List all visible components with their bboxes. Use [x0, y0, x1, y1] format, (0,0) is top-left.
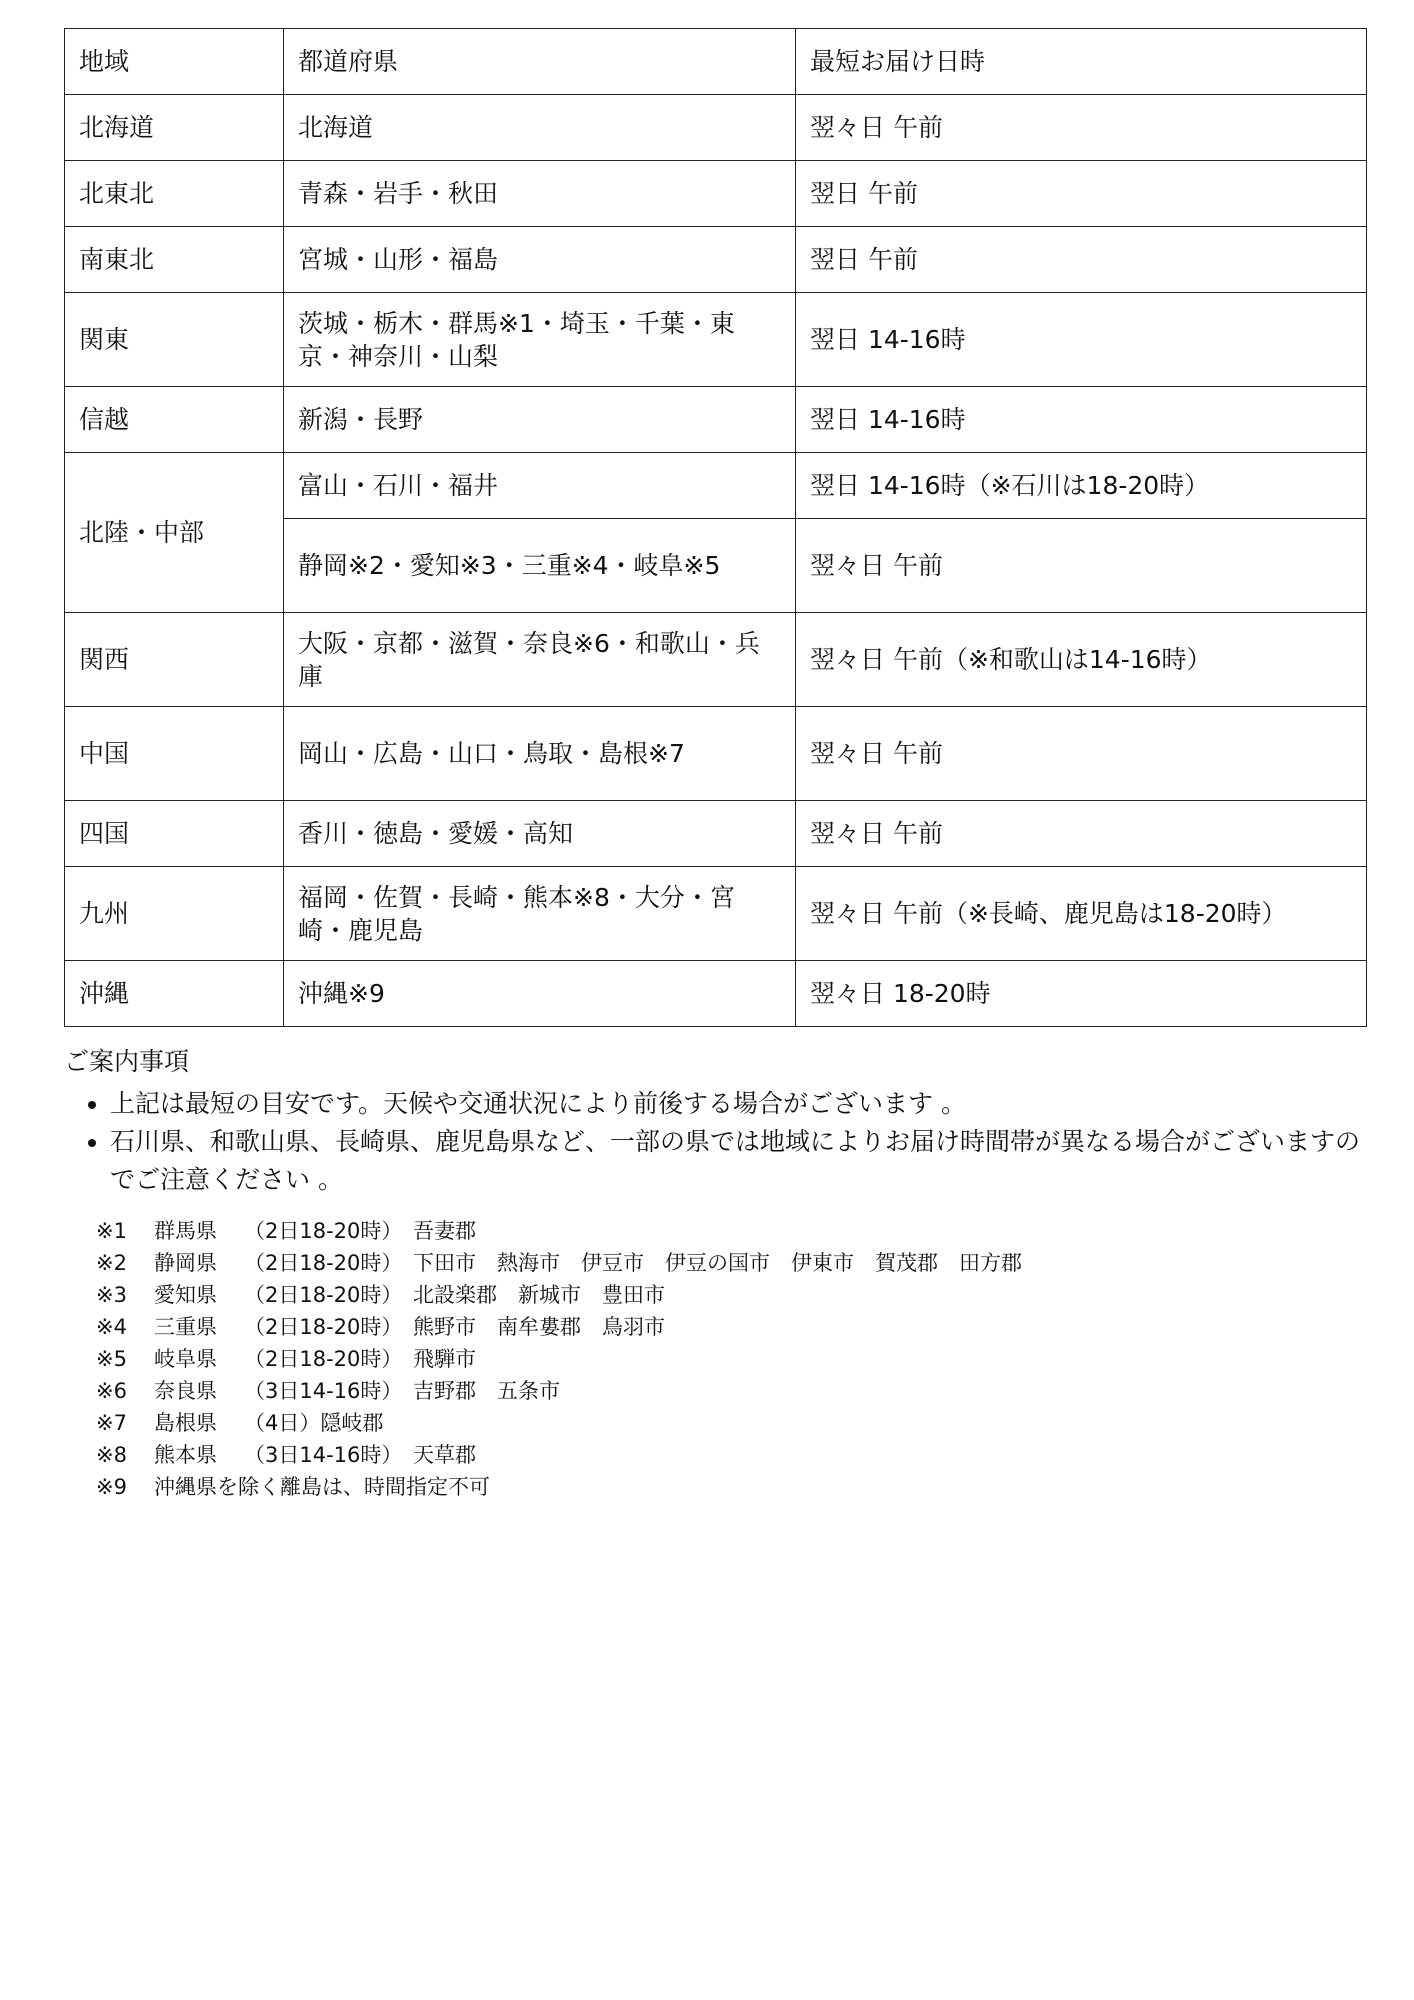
- prefectures-cell: 宮城・山形・福島: [284, 227, 796, 293]
- footnote-time: （2日18-20時）: [244, 1347, 403, 1371]
- footnote-areas: 飛騨市: [413, 1347, 476, 1371]
- footnote-row: [96, 1247, 1366, 1279]
- prefectures-cell: 富山・石川・福井: [284, 453, 796, 519]
- table-row: [65, 613, 1367, 707]
- footnote-row: [96, 1471, 1366, 1503]
- region-cell: 九州: [65, 867, 284, 961]
- prefectures-cell: 香川・徳島・愛媛・高知: [284, 801, 796, 867]
- footnote-mark: ※7: [96, 1411, 127, 1435]
- region-cell: 北東北: [65, 161, 284, 227]
- prefectures-cell: 沖縄※9: [284, 961, 796, 1027]
- footnote-row: [96, 1343, 1366, 1375]
- footnote-areas: 下田市 熱海市 伊豆市 伊豆の国市 伊東市 賀茂郡 田方郡: [413, 1251, 1022, 1275]
- footnote-areas: 吉野郡 五条市: [413, 1379, 560, 1403]
- prefectures-cell: 新潟・長野: [284, 387, 796, 453]
- footnote-areas: 吾妻郡: [413, 1219, 476, 1243]
- delivery-cell: 翌々日 午前: [796, 95, 1367, 161]
- footnote-mark: ※9: [96, 1475, 127, 1499]
- prefectures-cell: 大阪・京都・滋賀・奈良※6・和歌山・兵庫: [284, 613, 796, 707]
- footnote-time: （2日18-20時）: [244, 1283, 403, 1307]
- delivery-cell: 翌々日 午前（※長崎、鹿児島は18-20時）: [796, 867, 1367, 961]
- footnote-time: （3日14-16時）: [244, 1443, 403, 1467]
- prefectures-cell: 岡山・広島・山口・鳥取・島根※7: [284, 707, 796, 801]
- footnote-prefecture: 静岡県: [154, 1251, 217, 1275]
- footnote-mark: ※6: [96, 1379, 127, 1403]
- header-region: 地域: [65, 29, 284, 95]
- footnote-row: [96, 1439, 1366, 1471]
- footnote-mark: ※3: [96, 1283, 127, 1307]
- footnote-mark: ※5: [96, 1347, 127, 1371]
- delivery-cell: 翌日 14-16時（※石川は18-20時）: [796, 453, 1367, 519]
- region-cell: 関東: [65, 293, 284, 387]
- region-cell: 中国: [65, 707, 284, 801]
- footnote-areas: 熊野市 南牟婁郡 鳥羽市: [413, 1315, 665, 1339]
- table-row: [65, 707, 1367, 801]
- prefectures-cell: 茨城・栃木・群馬※1・埼玉・千葉・東京・神奈川・山梨: [284, 293, 796, 387]
- region-cell: 信越: [65, 387, 284, 453]
- delivery-cell: 翌日 14-16時: [796, 387, 1367, 453]
- table-row: [65, 453, 1367, 519]
- region-cell: 四国: [65, 801, 284, 867]
- prefectures-cell: 福岡・佐賀・長崎・熊本※8・大分・宮崎・鹿児島: [284, 867, 796, 961]
- footnote-mark: ※4: [96, 1315, 127, 1339]
- footnote-prefecture: 愛知県: [154, 1283, 217, 1307]
- region-cell: 関西: [65, 613, 284, 707]
- delivery-table: [64, 28, 1367, 1027]
- list-item: • 石川県、和歌山県、長崎県、鹿児島県など、一部の県では地域によりお届け時間帯が異なる場合がございますのでご注意ください 。: [110, 1123, 1366, 1199]
- footnote-row: [96, 1215, 1366, 1247]
- header-prefectures: 都道府県: [284, 29, 796, 95]
- delivery-cell: 翌々日 18-20時: [796, 961, 1367, 1027]
- region-cell: 南東北: [65, 227, 284, 293]
- footnote-row: [96, 1375, 1366, 1407]
- footnote-prefecture: 三重県: [154, 1315, 217, 1339]
- footnote-row: [96, 1311, 1366, 1343]
- delivery-cell: 翌日 14-16時: [796, 293, 1367, 387]
- footnote-prefecture: 熊本県: [154, 1443, 217, 1467]
- footnote-time: （2日18-20時）: [244, 1219, 403, 1243]
- table-row: [65, 801, 1367, 867]
- list-item: • 上記は最短の目安です。天候や交通状況により前後する場合がございます 。: [110, 1085, 1366, 1123]
- footnote-areas: 隠岐郡: [320, 1411, 384, 1435]
- footnote-areas: 天草郡: [413, 1443, 476, 1467]
- delivery-cell: 翌日 午前: [796, 227, 1367, 293]
- table-row: [65, 161, 1367, 227]
- delivery-document: [64, 28, 1366, 1503]
- prefectures-cell: 青森・岩手・秋田: [284, 161, 796, 227]
- delivery-cell: 翌々日 午前（※和歌山は14-16時）: [796, 613, 1367, 707]
- delivery-cell: 翌々日 午前: [796, 707, 1367, 801]
- region-cell: 北海道: [65, 95, 284, 161]
- footnote-mark: ※8: [96, 1443, 127, 1467]
- delivery-cell: 翌々日 午前: [796, 801, 1367, 867]
- region-cell: 北陸・中部: [65, 453, 284, 613]
- footnote-areas: 北設楽郡 新城市 豊田市: [413, 1283, 665, 1307]
- footnotes: [96, 1215, 1366, 1503]
- footnote-prefecture: 奈良県: [154, 1379, 217, 1403]
- delivery-cell: 翌日 午前: [796, 161, 1367, 227]
- footnote-time: （4日）: [244, 1411, 321, 1435]
- header-delivery: 最短お届け日時: [796, 29, 1367, 95]
- prefectures-cell: 北海道: [284, 95, 796, 161]
- footnote-prefecture: 岐阜県: [154, 1347, 217, 1371]
- table-row: [65, 95, 1367, 161]
- notes-title: ご案内事項: [64, 1047, 190, 1076]
- footnote-prefecture: 群馬県: [154, 1219, 217, 1243]
- footnote-mark: ※1: [96, 1219, 127, 1243]
- footnote-mark: ※2: [96, 1251, 127, 1275]
- footnote-row: [96, 1407, 1366, 1439]
- table-header-row: [65, 29, 1367, 95]
- footnote-time: （2日18-20時）: [244, 1315, 403, 1339]
- table-row: [65, 387, 1367, 453]
- region-cell: 沖縄: [65, 961, 284, 1027]
- footnote-time: （2日18-20時）: [244, 1251, 403, 1275]
- prefectures-cell: 静岡※2・愛知※3・三重※4・岐阜※5: [284, 519, 796, 613]
- table-row: [65, 867, 1367, 961]
- footnote-time: （3日14-16時）: [244, 1379, 403, 1403]
- table-row: [65, 293, 1367, 387]
- footnote-prefecture: 島根県: [154, 1411, 217, 1435]
- table-row: [65, 961, 1367, 1027]
- notes-list: [64, 1085, 1366, 1199]
- footnote-text: 沖縄県を除く離島は、時間指定不可: [154, 1475, 490, 1499]
- table-row: [65, 227, 1367, 293]
- footnote-row: [96, 1279, 1366, 1311]
- delivery-cell: 翌々日 午前: [796, 519, 1367, 613]
